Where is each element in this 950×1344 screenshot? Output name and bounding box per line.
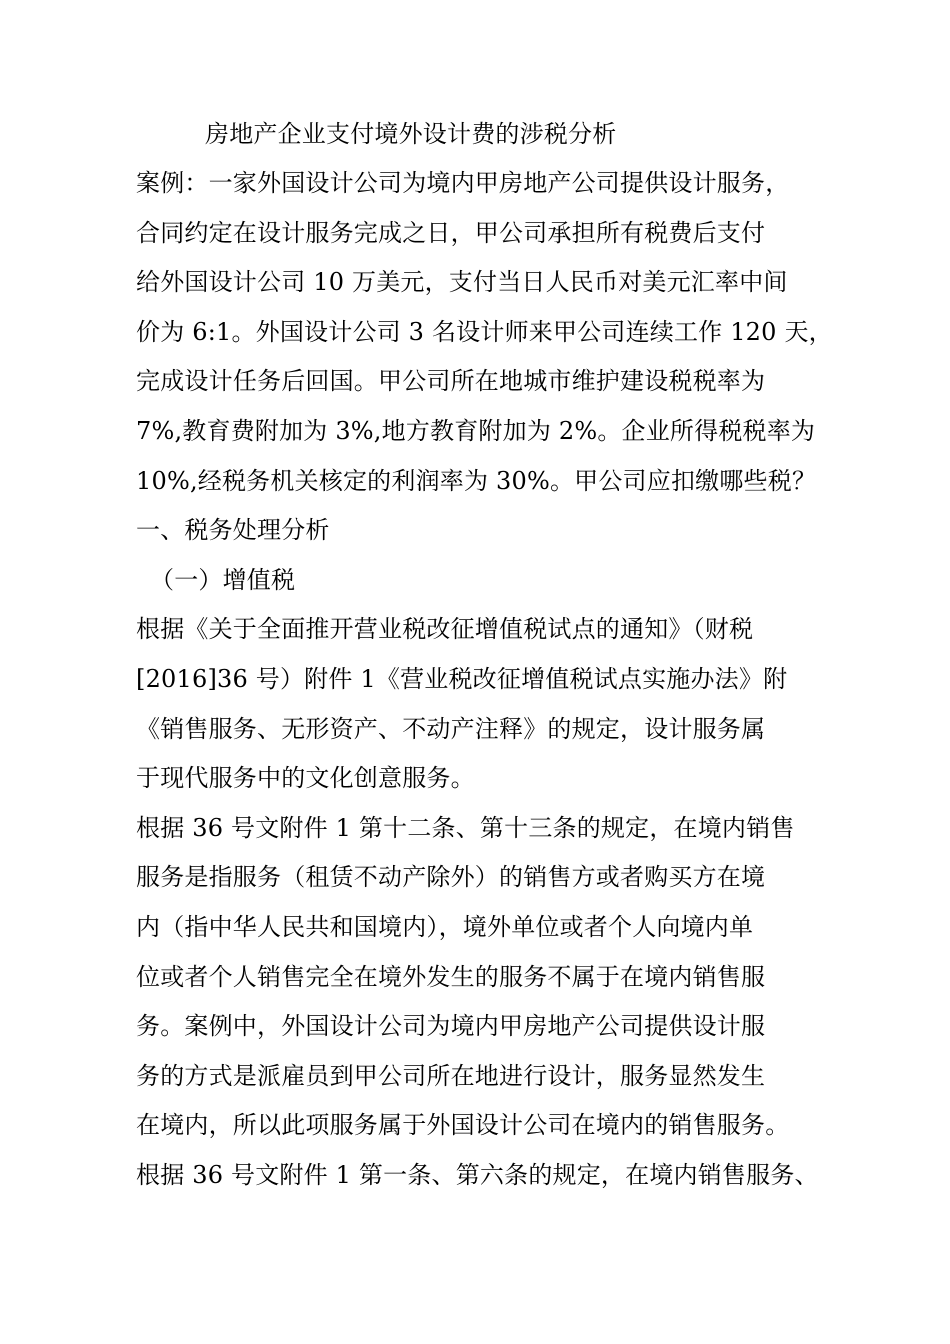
text-line: [2016]36 号）附件 1《营业税改征增值税试点实施办法》附 [136, 664, 788, 693]
text-line: 根据 36 号文附件 1 第十二条、第十三条的规定，在境内销售 [136, 813, 795, 842]
text-line: 7%,教育费附加为 3%,地方教育附加为 2%。企业所得税税率为 [136, 416, 816, 445]
text-line: 给外国设计公司 10 万美元，支付当日人民币对美元汇率中间 [136, 268, 788, 297]
text-line: 完成设计任务后回国。甲公司所在地城市维护建设税税率为 [136, 367, 766, 396]
text-line: 10%,经税务机关核定的利润率为 30%。甲公司应扣缴哪些税？ [136, 466, 817, 495]
text-line: 根据《关于全面推开营业税改征增值税试点的通知》（财税 [136, 615, 754, 644]
text-line: 根据 36 号文附件 1 第一条、第六条的规定，在境内销售服务、 [136, 1160, 819, 1189]
document-title: 房地产企业支付境外设计费的涉税分析 [205, 120, 617, 148]
text-line: 《销售服务、无形资产、不动产注释》的规定，设计服务属 [136, 714, 766, 743]
section-heading: 一、税务处理分析 [136, 516, 330, 545]
subsection-heading: （一）增值税 [150, 565, 296, 594]
text-line: 务。案例中，外国设计公司为境内甲房地产公司提供设计服 [136, 1012, 766, 1041]
text-line: 在境内，所以此项服务属于外国设计公司在境内的销售服务。 [136, 1111, 790, 1140]
text-line: 位或者个人销售完全在境外发生的服务不属于在境内销售服 [136, 962, 766, 991]
text-line: 服务是指服务（租赁不动产除外）的销售方或者购买方在境 [136, 863, 766, 892]
text-line: 合同约定在设计服务完成之日，甲公司承担所有税费后支付 [136, 218, 766, 247]
text-line: 务的方式是派雇员到甲公司所在地进行设计，服务显然发生 [136, 1061, 766, 1090]
text-line: 价为 6:1。外国设计公司 3 名设计师来甲公司连续工作 120 天， [136, 317, 833, 346]
text-line: 案例：一家外国设计公司为境内甲房地产公司提供设计服务， [136, 169, 790, 197]
document-body [136, 110, 836, 1200]
text-line: 于现代服务中的文化创意服务。 [136, 764, 475, 793]
text-line: 内（指中华人民共和国境内），境外单位或者个人向境内单 [136, 912, 754, 941]
